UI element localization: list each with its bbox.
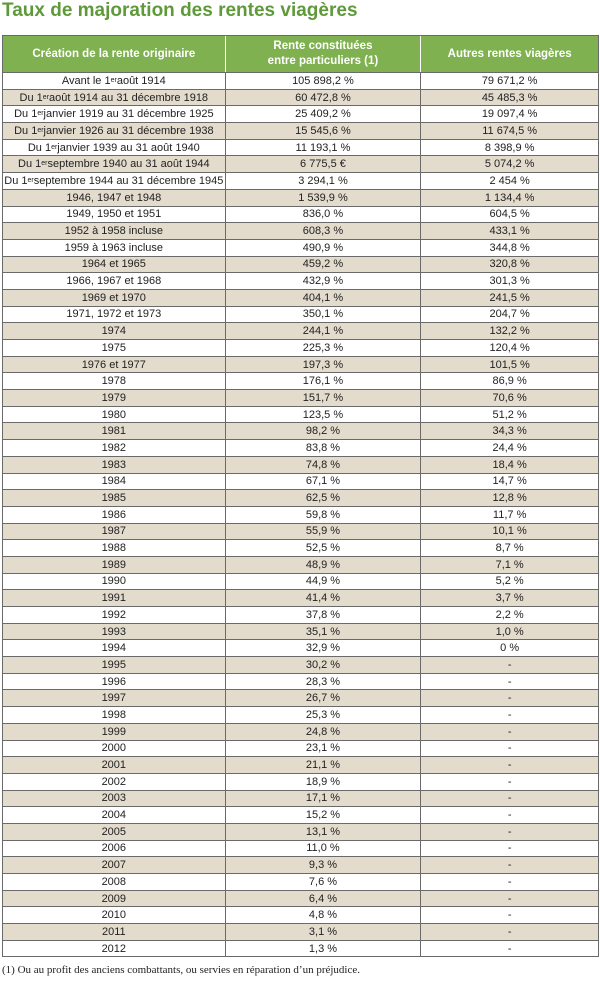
- cell-creation: 2007: [3, 857, 226, 873]
- cell-creation: 1976 et 1977: [3, 357, 226, 373]
- cell-rentes-particuliers: 459,2 %: [226, 257, 422, 273]
- cell-creation: 1987: [3, 524, 226, 540]
- cell-creation: 1996: [3, 674, 226, 690]
- cell-autres-rentes: -: [421, 824, 599, 840]
- table-row: [3, 507, 599, 524]
- table-row: [3, 741, 599, 758]
- cell-autres-rentes: 7,1 %: [421, 557, 599, 573]
- cell-creation: 1980: [3, 407, 226, 423]
- cell-rentes-particuliers: 21,1 %: [226, 757, 422, 773]
- cell-rentes-particuliers: 74,8 %: [226, 457, 422, 473]
- table-row: [3, 357, 599, 374]
- cell-creation: 2004: [3, 807, 226, 823]
- table-row: [3, 607, 599, 624]
- cell-rentes-particuliers: 151,7 %: [226, 390, 422, 406]
- table-row: [3, 273, 599, 290]
- table-row: [3, 440, 599, 457]
- cell-autres-rentes: 3,7 %: [421, 590, 599, 606]
- cell-creation: 1971, 1972 et 1973: [3, 307, 226, 323]
- cell-autres-rentes: 14,7 %: [421, 474, 599, 490]
- table-row: [3, 907, 599, 924]
- cell-creation: 1952 à 1958 incluse: [3, 223, 226, 239]
- cell-rentes-particuliers: 1,3 %: [226, 941, 422, 957]
- cell-creation: Du 1 er janvier 1939 au 31 août 1940: [3, 140, 226, 156]
- cell-rentes-particuliers: 32,9 %: [226, 640, 422, 656]
- cell-creation: 1966, 1967 et 1968: [3, 273, 226, 289]
- table-row: [3, 874, 599, 891]
- cell-rentes-particuliers: 836,0 %: [226, 207, 422, 223]
- cell-autres-rentes: 86,9 %: [421, 373, 599, 389]
- cell-autres-rentes: 2,2 %: [421, 607, 599, 623]
- cell-autres-rentes: 79 671,2 %: [421, 73, 599, 89]
- cell-creation: 1998: [3, 707, 226, 723]
- cell-autres-rentes: 12,8 %: [421, 490, 599, 506]
- header-autres-rentes: Autres rentes viagères: [421, 36, 599, 72]
- cell-creation: 1975: [3, 340, 226, 356]
- table-row: [3, 824, 599, 841]
- cell-creation: 2002: [3, 774, 226, 790]
- cell-autres-rentes: 11 674,5 %: [421, 123, 599, 139]
- cell-creation: 1974: [3, 323, 226, 339]
- cell-rentes-particuliers: 6 775,5 €: [226, 156, 422, 172]
- cell-rentes-particuliers: 30,2 %: [226, 657, 422, 673]
- cell-autres-rentes: -: [421, 724, 599, 740]
- table-row: [3, 123, 599, 140]
- cell-autres-rentes: 1 134,4 %: [421, 190, 599, 206]
- cell-creation: 1989: [3, 557, 226, 573]
- cell-autres-rentes: 11,7 %: [421, 507, 599, 523]
- table-row: [3, 223, 599, 240]
- table-row: [3, 457, 599, 474]
- cell-creation: 2009: [3, 891, 226, 907]
- cell-rentes-particuliers: 244,1 %: [226, 323, 422, 339]
- table-row: [3, 657, 599, 674]
- table-row: [3, 474, 599, 491]
- cell-creation: 2001: [3, 757, 226, 773]
- cell-rentes-particuliers: 24,8 %: [226, 724, 422, 740]
- table-row: [3, 340, 599, 357]
- cell-creation: 2006: [3, 841, 226, 857]
- cell-creation: 1993: [3, 624, 226, 640]
- header-rentes-particuliers: Rente constituées entre particuliers (1): [226, 36, 422, 72]
- cell-rentes-particuliers: 3 294,1 %: [226, 173, 422, 189]
- cell-rentes-particuliers: 26,7 %: [226, 690, 422, 706]
- table-row: [3, 540, 599, 557]
- cell-rentes-particuliers: 25,3 %: [226, 707, 422, 723]
- cell-rentes-particuliers: 432,9 %: [226, 273, 422, 289]
- cell-rentes-particuliers: 608,3 %: [226, 223, 422, 239]
- table-row: [3, 156, 599, 173]
- cell-rentes-particuliers: 11 193,1 %: [226, 140, 422, 156]
- cell-autres-rentes: 344,8 %: [421, 240, 599, 256]
- cell-rentes-particuliers: 60 472,8 %: [226, 90, 422, 106]
- cell-autres-rentes: -: [421, 891, 599, 907]
- cell-autres-rentes: 433,1 %: [421, 223, 599, 239]
- cell-autres-rentes: 51,2 %: [421, 407, 599, 423]
- cell-autres-rentes: -: [421, 857, 599, 873]
- table-row: [3, 891, 599, 908]
- page-title: Taux de majoration des rentes viagères: [2, 0, 358, 21]
- cell-autres-rentes: 120,4 %: [421, 340, 599, 356]
- cell-autres-rentes: 5 074,2 %: [421, 156, 599, 172]
- cell-autres-rentes: -: [421, 741, 599, 757]
- cell-creation: 1995: [3, 657, 226, 673]
- table-row: [3, 791, 599, 808]
- cell-autres-rentes: 204,7 %: [421, 307, 599, 323]
- cell-autres-rentes: 45 485,3 %: [421, 90, 599, 106]
- cell-rentes-particuliers: 37,8 %: [226, 607, 422, 623]
- cell-creation: 1983: [3, 457, 226, 473]
- table-row: [3, 240, 599, 257]
- table-row: [3, 207, 599, 224]
- cell-autres-rentes: 132,2 %: [421, 323, 599, 339]
- cell-rentes-particuliers: 28,3 %: [226, 674, 422, 690]
- cell-rentes-particuliers: 13,1 %: [226, 824, 422, 840]
- table-row: [3, 724, 599, 741]
- cell-autres-rentes: -: [421, 807, 599, 823]
- cell-autres-rentes: 241,5 %: [421, 290, 599, 306]
- cell-rentes-particuliers: 15 545,6 %: [226, 123, 422, 139]
- cell-rentes-particuliers: 98,2 %: [226, 423, 422, 439]
- cell-creation: 2011: [3, 924, 226, 940]
- cell-rentes-particuliers: 197,3 %: [226, 357, 422, 373]
- table-row: [3, 90, 599, 107]
- footnote: (1) Ou au profit des anciens combattants, ou servies en réparation d’un préjudice.: [2, 964, 360, 976]
- cell-rentes-particuliers: 15,2 %: [226, 807, 422, 823]
- cell-creation: Du 1 er janvier 1926 au 31 décembre 1938: [3, 123, 226, 139]
- cell-autres-rentes: -: [421, 657, 599, 673]
- table-row: [3, 423, 599, 440]
- cell-rentes-particuliers: 350,1 %: [226, 307, 422, 323]
- cell-rentes-particuliers: 3,1 %: [226, 924, 422, 940]
- cell-creation: Du 1 er août 1914 au 31 décembre 1918: [3, 90, 226, 106]
- table-row: [3, 407, 599, 424]
- table-row: [3, 73, 599, 90]
- cell-rentes-particuliers: 225,3 %: [226, 340, 422, 356]
- table-row: [3, 490, 599, 507]
- cell-rentes-particuliers: 59,8 %: [226, 507, 422, 523]
- cell-rentes-particuliers: 62,5 %: [226, 490, 422, 506]
- table-row: [3, 323, 599, 340]
- table-row: [3, 924, 599, 941]
- table-row: [3, 140, 599, 157]
- table-row: [3, 757, 599, 774]
- cell-autres-rentes: -: [421, 690, 599, 706]
- cell-rentes-particuliers: 35,1 %: [226, 624, 422, 640]
- cell-rentes-particuliers: 11,0 %: [226, 841, 422, 857]
- cell-rentes-particuliers: 1 539,9 %: [226, 190, 422, 206]
- cell-creation: 1999: [3, 724, 226, 740]
- cell-rentes-particuliers: 6,4 %: [226, 891, 422, 907]
- table-header: [3, 36, 599, 73]
- header-creation: Création de la rente originaire: [3, 36, 226, 72]
- cell-autres-rentes: 101,5 %: [421, 357, 599, 373]
- cell-rentes-particuliers: 25 409,2 %: [226, 106, 422, 122]
- cell-autres-rentes: 320,8 %: [421, 257, 599, 273]
- table-row: [3, 173, 599, 190]
- cell-autres-rentes: 1,0 %: [421, 624, 599, 640]
- cell-rentes-particuliers: 44,9 %: [226, 574, 422, 590]
- cell-autres-rentes: 0 %: [421, 640, 599, 656]
- cell-creation: 1990: [3, 574, 226, 590]
- cell-autres-rentes: 8 398,9 %: [421, 140, 599, 156]
- table-row: [3, 590, 599, 607]
- table-row: [3, 807, 599, 824]
- cell-creation: 1979: [3, 390, 226, 406]
- cell-creation: 2012: [3, 941, 226, 957]
- cell-rentes-particuliers: 48,9 %: [226, 557, 422, 573]
- cell-autres-rentes: 19 097,4 %: [421, 106, 599, 122]
- cell-rentes-particuliers: 41,4 %: [226, 590, 422, 606]
- table-row: [3, 390, 599, 407]
- cell-creation: 1991: [3, 590, 226, 606]
- cell-creation: 1981: [3, 423, 226, 439]
- cell-rentes-particuliers: 176,1 %: [226, 373, 422, 389]
- cell-creation: 1946, 1947 et 1948: [3, 190, 226, 206]
- cell-autres-rentes: 34,3 %: [421, 423, 599, 439]
- cell-creation: 2010: [3, 907, 226, 923]
- cell-rentes-particuliers: 490,9 %: [226, 240, 422, 256]
- cell-autres-rentes: -: [421, 791, 599, 807]
- cell-creation: 2005: [3, 824, 226, 840]
- cell-autres-rentes: -: [421, 941, 599, 957]
- cell-rentes-particuliers: 7,6 %: [226, 874, 422, 890]
- cell-autres-rentes: -: [421, 774, 599, 790]
- cell-autres-rentes: 301,3 %: [421, 273, 599, 289]
- cell-rentes-particuliers: 83,8 %: [226, 440, 422, 456]
- cell-autres-rentes: -: [421, 924, 599, 940]
- cell-rentes-particuliers: 23,1 %: [226, 741, 422, 757]
- cell-creation: Du 1 er janvier 1919 au 31 décembre 1925: [3, 106, 226, 122]
- table-row: [3, 774, 599, 791]
- cell-creation: 1985: [3, 490, 226, 506]
- cell-creation: 1964 et 1965: [3, 257, 226, 273]
- table-row: [3, 373, 599, 390]
- cell-autres-rentes: 10,1 %: [421, 524, 599, 540]
- cell-rentes-particuliers: 55,9 %: [226, 524, 422, 540]
- cell-creation: 1986: [3, 507, 226, 523]
- cell-creation: 1982: [3, 440, 226, 456]
- cell-autres-rentes: 604,5 %: [421, 207, 599, 223]
- cell-rentes-particuliers: 123,5 %: [226, 407, 422, 423]
- cell-creation: 1994: [3, 640, 226, 656]
- cell-creation: 1969 et 1970: [3, 290, 226, 306]
- cell-autres-rentes: -: [421, 841, 599, 857]
- cell-creation: 2003: [3, 791, 226, 807]
- table-row: [3, 857, 599, 874]
- cell-autres-rentes: 2 454 %: [421, 173, 599, 189]
- table-row: [3, 640, 599, 657]
- cell-autres-rentes: -: [421, 707, 599, 723]
- table-row: [3, 190, 599, 207]
- cell-autres-rentes: -: [421, 674, 599, 690]
- table-row: [3, 574, 599, 591]
- cell-autres-rentes: -: [421, 907, 599, 923]
- cell-autres-rentes: 8,7 %: [421, 540, 599, 556]
- cell-creation: 1949, 1950 et 1951: [3, 207, 226, 223]
- cell-autres-rentes: -: [421, 757, 599, 773]
- cell-autres-rentes: 24,4 %: [421, 440, 599, 456]
- table-row: [3, 674, 599, 691]
- cell-rentes-particuliers: 52,5 %: [226, 540, 422, 556]
- cell-autres-rentes: 5,2 %: [421, 574, 599, 590]
- cell-rentes-particuliers: 9,3 %: [226, 857, 422, 873]
- table-row: [3, 557, 599, 574]
- table-row: [3, 257, 599, 274]
- table-row: [3, 290, 599, 307]
- cell-rentes-particuliers: 105 898,2 %: [226, 73, 422, 89]
- cell-creation: 1997: [3, 690, 226, 706]
- table-row: [3, 841, 599, 858]
- cell-creation: 2008: [3, 874, 226, 890]
- cell-autres-rentes: 70,6 %: [421, 390, 599, 406]
- cell-autres-rentes: 18,4 %: [421, 457, 599, 473]
- table-row: [3, 524, 599, 541]
- table-row: [3, 106, 599, 123]
- cell-autres-rentes: -: [421, 874, 599, 890]
- table-row: [3, 690, 599, 707]
- cell-creation: Avant le 1 er août 1914: [3, 73, 226, 89]
- cell-creation: 2000: [3, 741, 226, 757]
- cell-creation: 1984: [3, 474, 226, 490]
- cell-rentes-particuliers: 18,9 %: [226, 774, 422, 790]
- table-body: [3, 73, 599, 957]
- cell-creation: 1959 à 1963 incluse: [3, 240, 226, 256]
- table-row: [3, 707, 599, 724]
- table-row: [3, 307, 599, 324]
- cell-rentes-particuliers: 4,8 %: [226, 907, 422, 923]
- cell-rentes-particuliers: 67,1 %: [226, 474, 422, 490]
- rates-table: [2, 35, 599, 957]
- table-row: [3, 941, 599, 958]
- cell-rentes-particuliers: 404,1 %: [226, 290, 422, 306]
- cell-creation: 1992: [3, 607, 226, 623]
- cell-creation: 1988: [3, 540, 226, 556]
- table-row: [3, 624, 599, 641]
- cell-creation: Du 1 er septembre 1944 au 31 décembre 1945: [3, 173, 226, 189]
- cell-creation: 1978: [3, 373, 226, 389]
- cell-creation: Du 1 er septembre 1940 au 31 août 1944: [3, 156, 226, 172]
- cell-rentes-particuliers: 17,1 %: [226, 791, 422, 807]
